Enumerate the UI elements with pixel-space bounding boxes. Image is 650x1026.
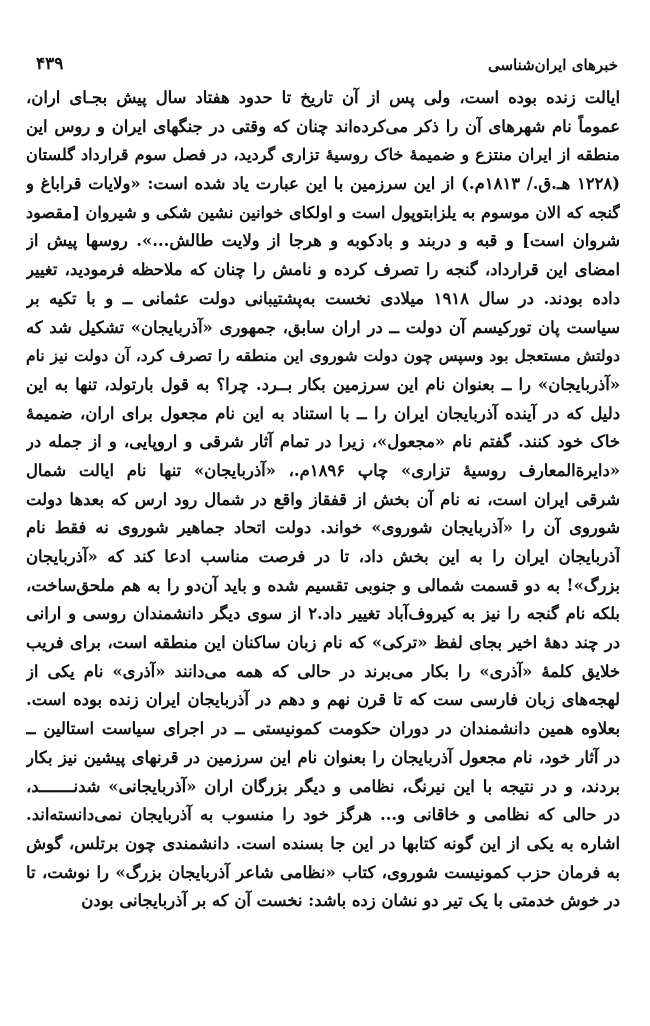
text-line: خاک خود کنند. گفتم نام «مجعول»، زیرا در تمام آثار شرقی و اروپایی، و از جمله در [26,432,620,452]
text-line: سیاست پان تورکیسم آن دولت ــ در اران سابق، جمهوری «آذربایجان» تشکیل شد که [26,317,620,337]
text-line: ایالت زنده بوده است، ولی پس از آن تاریخ تا حدود هفتاد سال پیش بجـای اران، [26,88,620,107]
text-line: امضای این قرارداد، گنجه را تصرف کرده و نامش را چنان که ملاحظه فرمودید، تغییر [26,260,620,280]
page-number: ۴۳۹ [36,54,64,74]
text-line: در آثار خود، نام مجعول آذربایجان را بعنوان نام این سرزمین در قرنهای پیشین نیز بکار [26,747,620,767]
text-line: داده بودند. در سال ۱۹۱۸ میلادی نخست به‌پشتیبانی دولت عثمانی ــ و با تکیه بر [26,288,620,308]
text-line: گنجه که الان موسوم به یلزابتوپول است و اولکای خوانین نشین شکی و شیروان [مقصود [26,202,620,222]
text-line: لهجه‌های زبان فارسی ست که تا قرن نهم و دهم در آذربایجان ایران زنده بوده است. [26,690,620,710]
text-line: دلیل که در آینده آذربایجان ایران را ــ با استناد به این نام مجعول برای اران، ضمیمهٔ [26,403,620,423]
text-line: بعلاوه همین دانشمندان در دوران حکومت کمونیستی ــ در اجرای سیاست استالین ــ [26,719,620,739]
text-line: «آذربایجان» را ــ بعنوان نام این سرزمین بکار بــرد. چرا؟ به قول بارتولد، تنها به این [26,374,620,394]
text-line: بلکه نام گنجه را نیز به کیروف‌آباد تغییر داد.۲ از سوی دیگر دانشمندان روسی و ارانی [26,604,620,624]
text-line: بردند، و در نتیجه با این نیرنگ، نظامی و دیگر بزرگان اران «آذربایجانی» شدنـــــــد، [26,776,620,796]
text-line: «دایرة‌المعارف روسیهٔ تزاری» چاپ ۱۸۹۶م.، «آذربایجان» تنها نام ایالت شمال [26,460,620,480]
text-line: خلایق کلمهٔ «آذری» را بکار می‌برند در حالی که همه می‌دانند «آذری» نام یکی از [26,661,620,681]
text-line: آذربایجان ایران را به این بخش داد، تا در فرصت مناسب ادعا کند که «آذربایجان [26,547,620,566]
body-text [26,84,620,916]
text-line: شوروی آن را «آذربایجان شوروی» خواند. دولت اتحاد جماهیر شوروی نه فقط نام [26,518,620,538]
text-line: بزرگ»! به دو قسمت شمالی و جنوبی تقسیم شده و باید آن‌دو را به هم ملحق‌ساخت، [26,575,620,595]
text-line: عموماً نام شهرهای آن را ذکر می‌کرده‌اند چنان که وقتی در جنگهای ایران و روس این [26,116,620,136]
text-line: دولتش مستعجل بود وسپس چون دولت شوروی این منطقه را تصرف کرد، آن دولت نیز نام [26,346,620,366]
text-line: (۱۲۲۸ هـ.ق./ ۱۸۱۳م.) از این سرزمین با این عبارت یاد شده است: «ولایات قراباغ و [26,174,620,194]
text-line: به فرمان حزب کمونیست شوروی، کتاب «نظامی شاعر آذربایجان بزرگ» را نوشت، تا [26,862,620,882]
text-line: منطقه از ایران منتزع و ضمیمهٔ خاک روسیهٔ تزاری گردید، در فصل سوم قرارداد گلستان [26,145,620,165]
text-line: شروان است] و قبه و دربند و بادکوبه و هرجا از ولایت طالش...». روسها پیش از [26,231,620,251]
page-header [30,52,620,80]
text-line: در خوش خدمتی با یک تیر دو نشان زده باشد: نخست آن که بر آذربایجانی بودن [81,891,620,911]
running-title: خبرهای ایران‌شناسی [487,56,618,74]
text-line: در چند دههٔ اخیر بجای لفظ «ترکی» که نام زبان ساکنان این منطقه است، برای فریب [26,633,620,653]
text-line: در حالی که نظامی و خاقانی و... هرگز خود را منسوب به آذربایجان نمی‌دانسته‌اند. [26,805,620,825]
text-line: اشاره به یکی از این گونه کتابها در این جا بسنده است. دانشمندی چون برتلس، گوش [26,833,620,853]
text-line: شرقی ایران است، نه نام آن بخش از قفقاز واقع در شمال رود ارس که بعدها دولت [26,489,620,509]
